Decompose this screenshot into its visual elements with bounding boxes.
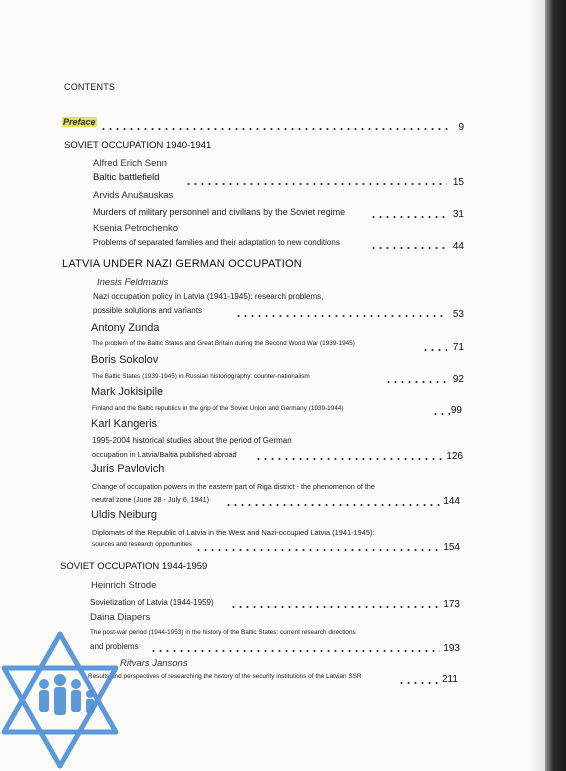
section-title: SOVIET OCCUPATION 1944-1959 [60,561,208,572]
author-name: Heinrich Strode [91,580,157,591]
page-number: 31 [452,209,464,220]
leader-dots [235,314,447,318]
leader-dots [255,457,445,461]
section-title: LATVIA UNDER NAZI GERMAN OCCUPATION [62,258,302,270]
article-title: Change of occupation powers in the eastern part of Riga district - the phenomenon of the [92,482,375,491]
author-name: Boris Sokolov [91,354,159,366]
article-title: Nazi occupation policy in Latvia (1941-1945): research problems, [93,292,324,301]
page-number: 9 [458,122,464,133]
author-name: Mark Jokisipile [91,386,164,398]
section-title: SOVIET OCCUPATION 1940-1941 [64,140,212,151]
article-title-line2: possible solutions and variants [93,306,202,315]
author-name: Alfred Erich Senn [93,158,167,169]
article-title-line2: and problems [90,642,139,651]
article-title: Diplomats of the Republic of Latvia in the West and Nazi-occupied Latvia (1941-1945): [92,528,375,537]
article-title: Results and perspectives of researching the history of the security institutions of the Latvian SSR [88,673,362,680]
author-name: Antony Zunda [91,322,160,334]
star-of-david-icon [0,630,124,770]
article-title: Finland and the Baltic republics in the grip of the Soviet Union and Germany (1939-1944) [92,405,344,412]
contents-heading: CONTENTS [64,82,116,92]
page-number: 44 [452,241,464,252]
author-name: Ritvars Jansons [120,658,188,669]
leader-dots [230,605,440,609]
author-name: Inesis Feldmanis [97,277,169,288]
page-number: 15 [452,177,464,188]
article-title: Murders of military personnel and civilians by the Soviet regime [93,207,346,217]
leader-dots [225,503,440,507]
article-title-line2: neutral zone (June 28 - July 6, 1941) [92,495,210,504]
article-title: The Baltic States (1939-1945) in Russian historiography: counter-nationalism [92,373,310,380]
page-number: 92 [452,374,464,385]
leader-dots [195,548,440,552]
article-title: The problem of the Baltic States and Great Britain during the Second World War (1939-1945) [92,340,355,347]
article-title: Baltic battlefield [93,172,160,183]
article-title-line2: occupation in Latvia/Baltia published abroad [92,450,237,459]
article-title: Problems of separated families and their adaptation to new conditions [93,238,340,247]
page-number: 53 [452,309,464,320]
page-number: 126 [446,451,463,462]
article-title: The post-war period (1944-1953) in the history of the Baltic States: current research directions [90,629,356,636]
author-name: Ksenia Petrochenko [93,223,179,234]
page-number: 193 [443,643,460,654]
leader-dots [185,182,447,186]
author-name: Uldis Neiburg [91,509,158,521]
page-number: 144 [443,496,460,507]
page-number: 99 [450,405,462,416]
article-title: Sovietization of Latvia (1944-1959) [90,598,214,607]
article-title-line2: sources and research opportunities [92,541,192,548]
book-spine [545,0,566,771]
page-number: 71 [452,342,464,353]
leader-dots [100,127,450,131]
page-edge-shadow [530,0,545,771]
leader-dots [150,649,440,653]
author-name: Arvids Anušauskas [93,190,174,201]
page-number: 173 [443,599,460,610]
author-name: Karl Kangeris [91,418,158,430]
page-number: 154 [443,542,460,553]
article-title: 1995-2004 historical studies about the period of German [92,436,292,445]
author-name: Daina Diapers [90,612,151,623]
preface-label: Preface [63,117,96,127]
page-number: 211 [442,674,458,685]
author-name: Juris Pavlovich [91,463,165,475]
